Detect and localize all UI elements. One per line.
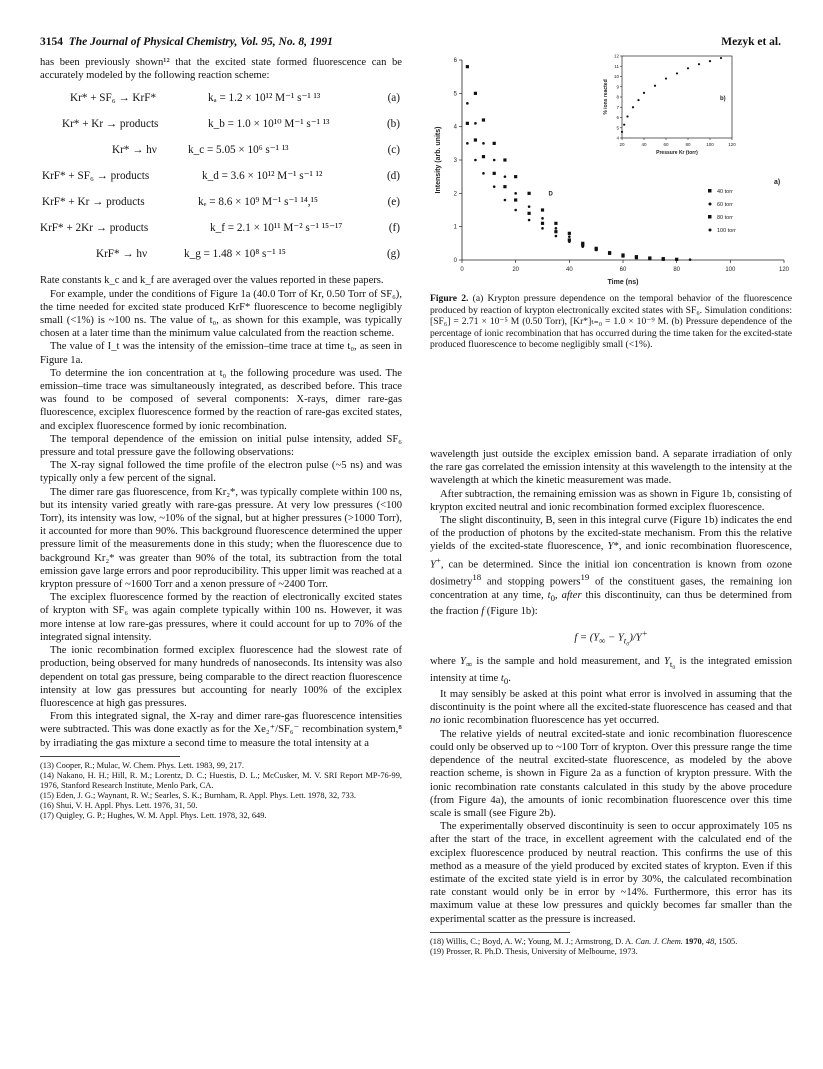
equation-a: [40, 88, 402, 114]
paragraph: The temporal dependence of the emission on initial pulse intensity, added SF₆ pressure and total pressure gave the following observations:: [40, 433, 402, 459]
equation-tag: (d): [386, 170, 400, 183]
equation-reaction: KrF* + 2Kr → products: [40, 222, 149, 235]
data-point-80-torr: [503, 185, 506, 188]
inset-y-tick-label: 9: [616, 84, 619, 90]
inset-data-point: [632, 106, 634, 108]
paragraph: The value of I_t was the intensity of the emission–time trace at time t₀, as seen in Figure 1a.: [40, 341, 402, 366]
legend-marker: [708, 189, 712, 193]
inset-data-point: [698, 63, 700, 65]
footnotes: [40, 761, 402, 821]
data-point-60-torr: [474, 122, 477, 125]
x-axis-label: Time (ns): [607, 279, 639, 286]
data-point-40-torr: [466, 65, 469, 68]
footnote: (14) Nakano, H. H.; Hill, R. M.; Lorentz, D. C.; Huestis, D. L.; McCusker, M. V. SRI Report MP-76-99, 1976, Stanford Research Institute, Menlo Park, CA.: [40, 770, 402, 790]
paragraph: The ionic recombination formed exciplex fluorescence had the slowest rate of production, being observed for many hundreds of nanoseconds. Its intensity was also dependent on total gas pressure, being comparable to the direct reaction fluorescence intensity at low gas pressures but accounting for nearly 100% of the exciplex fluorescence at high gas pressures.: [40, 645, 402, 709]
data-point-100-torr: [675, 258, 678, 261]
running-header-authors: Mezyk et al.: [721, 36, 781, 48]
left-column: [40, 56, 402, 821]
inset-y-tick-label: 7: [616, 104, 619, 110]
legend-label: 60 torr: [717, 202, 733, 208]
data-point-80-torr: [514, 198, 517, 201]
equation-f: [40, 218, 402, 244]
inset-data-point: [643, 92, 645, 94]
inset-data-point: [621, 131, 623, 133]
data-point-80-torr: [474, 138, 477, 141]
legend-label: 100 torr: [717, 228, 736, 234]
paragraph: The experimentally observed discontinuity is seen to occur approximately 105 ns after the start of the trace, in excellent agreement with the calculated end of the exciplex fluorescence produced by neutral reaction. This confirms the use of this method as a measure of the yield produced by excited states of krypton. Even if this estimate of the excited state yield is in error by 30%, the calculated recombination rate constant would only be in error by ~14%. Furthermore, this error has its maximum value at these low pressures and quickly becomes far smaller than the experimental scatter as the pressure is increased.: [430, 821, 792, 925]
legend-label: 80 torr: [717, 215, 733, 221]
inset-frame: [622, 56, 732, 138]
data-point-100-torr: [466, 142, 469, 145]
running-header-left: [40, 36, 333, 48]
data-point-100-torr: [568, 240, 571, 243]
paragraph: From this integrated signal, the X-ray and dimer rare-gas fluorescence intensities were subtracted. This was done exactly as for the Xe₂⁺/SF₆⁻ recombination system,⁸ by irradiating the gas mixture a second time to measure the total intensity at a: [40, 711, 402, 749]
x-tick-label: 120: [778, 267, 790, 273]
equation-reaction: Kr* + SF₆ → KrF*: [70, 92, 157, 105]
equation-tag: (g): [386, 248, 400, 261]
data-point-100-torr: [622, 254, 625, 257]
paragraph: The exciplex fluorescence formed by the reaction of electronically excited states of krypton with SF₆ was again complete typically within 100 ns. However, it was more intense at low rare-gas pressures, where it could account for up to 70% of the integrated signal intensity.: [40, 592, 402, 643]
inset-x-tick-label: 60: [663, 142, 669, 147]
figure-2: [432, 52, 792, 290]
y-tick-label: 0: [453, 258, 457, 264]
data-point-80-torr: [541, 222, 544, 225]
x-tick-label: 40: [565, 267, 573, 273]
inset-y-tick-label: 8: [616, 94, 619, 100]
paragraph: After subtraction, the remaining emission was as shown in Figure 1b, consisting of krypton excited neutral and ionic recombination formed exciplex fluorescence.: [430, 488, 792, 513]
data-point-40-torr: [482, 118, 485, 121]
data-point-80-torr: [493, 172, 496, 175]
inset-x-tick-label: 120: [728, 142, 736, 147]
data-point-100-torr: [608, 252, 611, 255]
data-point-60-torr: [528, 205, 531, 208]
panel-label-a: a): [774, 179, 781, 186]
data-point-100-torr: [649, 257, 652, 260]
inset-data-point: [720, 57, 722, 59]
footnote: (13) Cooper, R.; Mulac, W. Chem. Phys. Lett. 1983, 99, 217.: [40, 760, 244, 770]
data-point-100-torr: [493, 185, 496, 188]
x-tick-label: 20: [512, 267, 520, 273]
data-point-80-torr: [554, 230, 557, 233]
equation-tag: (e): [387, 196, 400, 209]
data-point-80-torr: [466, 122, 469, 125]
data-point-40-torr: [541, 208, 544, 211]
equation-rate: kₑ = 8.6 × 10⁹ M⁻¹ s⁻¹ ¹⁴,¹⁵: [198, 196, 318, 209]
data-point-40-torr: [527, 192, 530, 195]
caption-text: (a) Krypton pressure dependence on the temporal behavior of the fluorescence produced by reaction of krypton electronically excited states with SF₆. Simulation conditions: [SF₆] = 2.71 × 10⁻⁵ M (0.50 Torr), [Kr*]ₜ₌₀ = 1.0 × 10⁻⁹ M. (b) Pressure dependence of the percentage of ionic recombination that has occurred during the time taken for the excited-state produced fluorescence to become negligibly small (<1%).: [430, 293, 793, 351]
equation-reaction: KrF* + Kr → products: [42, 196, 145, 209]
equation-b: [40, 114, 402, 140]
inset-data-point: [665, 77, 667, 79]
data-point-80-torr: [527, 212, 530, 215]
data-point-100-torr: [474, 159, 477, 162]
data-point-100-torr: [635, 256, 638, 259]
inset-data-point: [626, 115, 628, 117]
x-tick-label: 0: [460, 267, 464, 273]
data-point-100-torr: [482, 172, 485, 175]
figure-2-chart: [432, 52, 792, 290]
inset-data-point: [676, 72, 678, 74]
y-tick-label: 6: [453, 58, 457, 64]
equation-rate: k_f = 2.1 × 10¹¹ M⁻² s⁻¹ ¹⁵⁻¹⁷: [210, 222, 343, 235]
footnotes: [430, 937, 792, 957]
data-point-100-torr: [528, 219, 531, 222]
y-tick-label: 3: [453, 158, 457, 164]
equation-rate: k_d = 3.6 × 10¹² M⁻¹ s⁻¹ ¹²: [202, 170, 323, 183]
inset-data-point: [709, 60, 711, 62]
journal-title: The Journal of Physical Chemistry, Vol. 95, No. 8, 1991: [68, 36, 333, 48]
y-axis-label: Intensity (arb. units): [435, 126, 442, 194]
paragraph: where $Y_\infty$ is the sample and hold measurement, and $Y_{t_0}$ is the integrated emission intensity at time $t_0$.: [430, 656, 792, 686]
equation-rate: k_b = 1.0 × 10¹⁰ M⁻¹ s⁻¹ ¹³: [208, 118, 330, 131]
x-tick-label: 80: [673, 267, 681, 273]
inset-y-tick-label: 4: [616, 135, 619, 141]
inset-y-tick-label: 11: [614, 63, 619, 69]
panel-label-b: b): [720, 96, 726, 102]
x-tick-label: 100: [725, 267, 736, 273]
legend-label: 40 torr: [717, 189, 733, 195]
reaction-scheme: [40, 88, 402, 270]
y-tick-label: 4: [453, 124, 457, 131]
legend-marker: [709, 203, 712, 206]
equation-d: [40, 166, 402, 192]
inset-data-point: [687, 67, 689, 69]
data-point-100-torr: [689, 258, 692, 261]
inset-y-tick-label: 6: [616, 115, 619, 120]
data-point-60-torr: [504, 175, 507, 178]
legend-marker: [709, 229, 712, 232]
equation-rate: k_g = 1.48 × 10⁸ s⁻¹ ¹⁵: [184, 248, 286, 261]
data-point-100-torr: [662, 257, 665, 260]
equation-tag: (c): [387, 144, 400, 157]
equation-fraction: $f = (Y_\infty - Y_{t_0})/Y^+$: [574, 627, 648, 646]
footnote: (16) Shui, V. H. Appl. Phys. Lett. 1976, 31, 50.: [40, 800, 198, 810]
equation-rate: kₐ = 1.2 × 10¹² M⁻¹ s⁻¹ ¹³: [208, 92, 321, 105]
data-point-80-torr: [482, 155, 485, 158]
paragraph: has been previously shown¹² that the excited state formed fluorescence can be accurately modeled by the following reaction scheme:: [40, 57, 402, 82]
right-column: [430, 448, 792, 957]
footnote: (17) Quigley, G. P.; Hughes, W. M. Appl. Phys. Lett. 1978, 32, 649.: [40, 810, 267, 820]
y-tick-label: 2: [453, 191, 457, 198]
data-point-100-torr: [581, 245, 584, 248]
footnote-rule: [430, 932, 570, 933]
footnote-rule: [40, 756, 180, 757]
paragraph: Rate constants k_c and k_f are averaged over the values reported in these papers.: [40, 275, 384, 287]
annotation: D: [548, 191, 553, 198]
data-point-60-torr: [568, 235, 571, 238]
paragraph: For example, under the conditions of Figure 1a (40.0 Torr of Kr, 0.50 Torr of SF₆), the time needed for excited state produced KrF* fluorescence to become negligibly small (<1%) is ~100 ns. The value of t₀, as shown for this example, was typically chosen at a later time than the minimum value calculated from the reaction scheme.: [40, 288, 402, 340]
equation-tag: (f): [388, 222, 400, 235]
inset-y-tick-label: 5: [616, 125, 619, 131]
inset-x-tick-label: 20: [619, 142, 625, 147]
inset-data-point: [654, 85, 656, 87]
x-tick-label: 60: [619, 267, 627, 273]
data-point-60-torr: [466, 102, 469, 105]
paragraph: The slight discontinuity, B, seen in this integral curve (Figure 1b) indicates the end of the production of photons by the excited-state mechanism. From this the relative yields of the excited-state fluorescence, Y*, and ionic recombination fluorescence, Y+, can be determined. Since the initial ion concentration is known from ozone dosimetry$^{18}$ and stopping powers$^{19}$ of the constituent gases, the remaining ion concentration at any time, $t_0$, after this discontinuity, can thus be determined from the fraction f (Figure 1b):: [430, 515, 793, 618]
equation-g: [40, 244, 402, 270]
y-tick-label: 5: [453, 91, 457, 98]
inset-x-axis-label: Pressure Kr (torr): [656, 150, 698, 156]
figure-caption: [430, 293, 792, 351]
equation-reaction: Kr* + Kr → products: [62, 118, 159, 131]
inset-y-axis-label: % ions reacted: [603, 79, 609, 115]
equation-tag: (b): [386, 118, 400, 131]
data-point-40-torr: [474, 92, 477, 95]
footnote: (18) Willis, C.; Boyd, A. W.; Young, M. J.; Armstrong, D. A. Can. J. Chem. 1970, 48, 1505.: [430, 936, 738, 946]
data-point-60-torr: [541, 217, 544, 220]
data-point-60-torr: [555, 227, 558, 230]
equation-tag: (a): [387, 92, 400, 105]
paragraph: wavelength just outside the exciplex emission band. A separate irradiation of only the rare gas correlated the emission intensity at this wavelength to the intensity at the wavelength at which the kinetic measurement was made.: [430, 449, 792, 487]
equation-reaction: KrF* + SF₆ → products: [42, 170, 150, 183]
inset-data-point: [637, 99, 639, 101]
data-point-40-torr: [568, 232, 571, 235]
inset-x-tick-label: 80: [685, 142, 691, 147]
paragraph: The dimer rare gas fluorescence, from Kr₂*, was typically complete within 100 ns, but its intensity varied greatly with rare-gas pressure. At very low pressures (<100 Torr), its intensity was low, ~10% of the signal, but at higher pressures (>1000 Torr), it accounted for more than 90%. This background fluorescence determined the upper pressure limit of the measurements done in this study; when the fluorescence due to background Kr₂* was greater than 90% of the total, its subtraction from the total emission gave large errors and poor reproducibility. This upper limit was reached at a krypton pressure of ~1600 Torr and a xenon pressure of ~2400 Torr.: [40, 486, 402, 591]
data-point-40-torr: [554, 222, 557, 225]
footnote: (19) Prosser, R. Ph.D. Thesis, University of Melbourne, 1973.: [430, 946, 638, 956]
y-tick-label: 1: [453, 224, 457, 231]
data-point-40-torr: [514, 175, 517, 178]
legend-marker: [708, 215, 712, 219]
equation-c: [40, 140, 402, 166]
data-point-40-torr: [503, 158, 506, 161]
data-point-60-torr: [514, 192, 517, 195]
inset-y-tick-label: 10: [613, 74, 619, 79]
equation-reaction: Kr* → hν: [112, 144, 157, 157]
inset-data-point: [623, 124, 625, 126]
data-point-100-torr: [504, 199, 507, 202]
data-point-100-torr: [595, 249, 598, 252]
page-number: 3154: [40, 36, 63, 48]
equation-rate: k_c = 5.05 × 10⁶ s⁻¹ ¹³: [188, 144, 289, 157]
equation-reaction: KrF* → hν: [96, 248, 148, 261]
paragraph: The X-ray signal followed the time profile of the electron pulse (~5 ns) and was typically only a few percent of the signal.: [40, 460, 402, 485]
paragraph: It may sensibly be asked at this point what error is involved in assuming that the discontinuity is the point where all the excited-state fluorescence has ceased and that no ionic recombination fluorescence has yet occurred.: [430, 689, 792, 727]
inset-x-tick-label: 100: [706, 142, 714, 147]
footnote: (15) Eden, J. G.; Waynant, R. W.; Searles, S. K.; Burnham, R. Appl. Phys. Lett. 1978, 32, 733.: [40, 790, 357, 800]
inset-x-tick-label: 40: [641, 142, 647, 147]
inset-y-tick-label: 12: [613, 53, 619, 59]
caption-label: Figure 2.: [430, 293, 469, 304]
paragraph: To determine the ion concentration at t₀ the following procedure was used. The emission–time trace was simultaneously integrated, as described before. This trace was found to be composed of several components: X-rays, dimer rare-gas fluorescence, exciplex fluorescence formed by the reaction of rare-gas excited states, and exciplex fluorescence formed by ionic recombination.: [40, 367, 402, 432]
data-point-60-torr: [493, 159, 496, 162]
equation-e: [40, 192, 402, 218]
data-point-100-torr: [555, 235, 558, 238]
paragraph: The relative yields of neutral excited-state and ionic recombination fluorescence could only be observed up to ~100 Torr of krypton. Over this pressure range the time dependence of the neutral excited-state fluorescence, as modeled by the above reaction scheme, is shown in Figure 2a as a function of krypton pressure. With the ionic recombination rate constants calculated in this study by the above procedure (from Figure 4a), the amounts of ionic recombination fluorescence over this time scale is small (see Figure 2b).: [430, 728, 792, 819]
data-point-40-torr: [493, 142, 496, 145]
data-point-100-torr: [541, 227, 544, 230]
data-point-100-torr: [514, 209, 517, 212]
data-point-60-torr: [482, 142, 485, 145]
